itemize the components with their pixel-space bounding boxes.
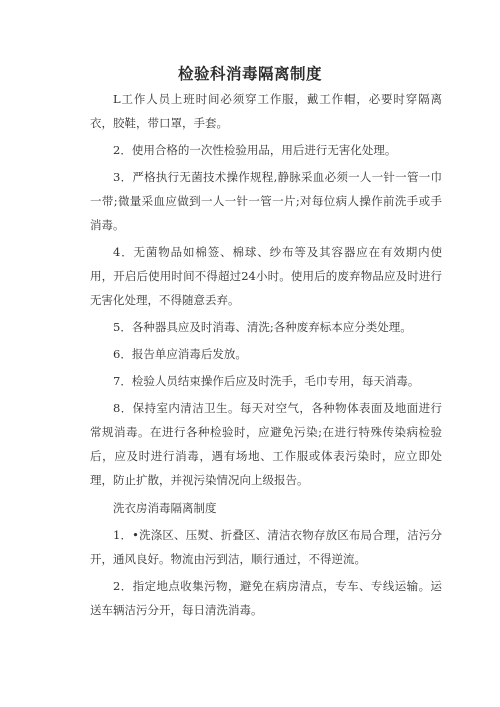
paragraph-5: 5．各种器具应及时消毒、清洗;各种废弃标本应分类处理。 — [113, 320, 412, 334]
laundry-paragraph-2: 2．指定地点收集污物，避免在病房清点，专车、专线运输。运送车辆洁污分开，每日清洗消毒。 — [90, 579, 442, 617]
paragraph-3: 3．严格执行无菌技术操作规程,静脉采血必须一人一针一管一巾一带;微量采血应做到一人一针一管一片;对每位病人操作前洗手或手消毒。 — [90, 170, 442, 232]
paragraph-2: 2．使用合格的一次性检验用品，用后进行无害化处理。 — [113, 143, 397, 157]
paragraph-8: 8．保持室内清洁卫生。每天对空气，各种物体表面及地面进行常规消毒。在进行各种检验时，应避免污染;在进行特殊传染病检验后，应及时进行消毒，遇有场地、工作服或体表污染时，应立即处理，防止扩散，并视污染情况向上级报告。 — [90, 401, 442, 487]
document-body — [90, 87, 442, 625]
paragraph-6: 6．报告单应消毒后发放。 — [113, 347, 247, 361]
paragraph-1: L工作人员上班时间必须穿工作服，戴工作帽，必要时穿隔离衣，胶鞋，带口罩，手套。 — [90, 92, 442, 130]
document-title: 检验科消毒隔离制度 — [177, 64, 322, 83]
paragraph-4: 4．无菌物品如棉签、棉球、纱布等及其容器应在有效期内使用，开启后使用时间不得超过24小时。使用后的废弃物品应及时进行无害化处理，不得随意丢弃。 — [90, 245, 442, 307]
laundry-paragraph-1: 1．•洗涤区、压熨、折叠区、清洁衣物存放区布局合理，洁污分开，通风良好。物流由污到洁，顺行通过，不得逆流。 — [90, 528, 442, 566]
paragraph-7: 7．检验人员结束操作后应及时洗手，毛巾专用，每天消毒。 — [113, 374, 420, 388]
section-heading-laundry: 洗衣房消毒隔离制度 — [113, 501, 217, 515]
